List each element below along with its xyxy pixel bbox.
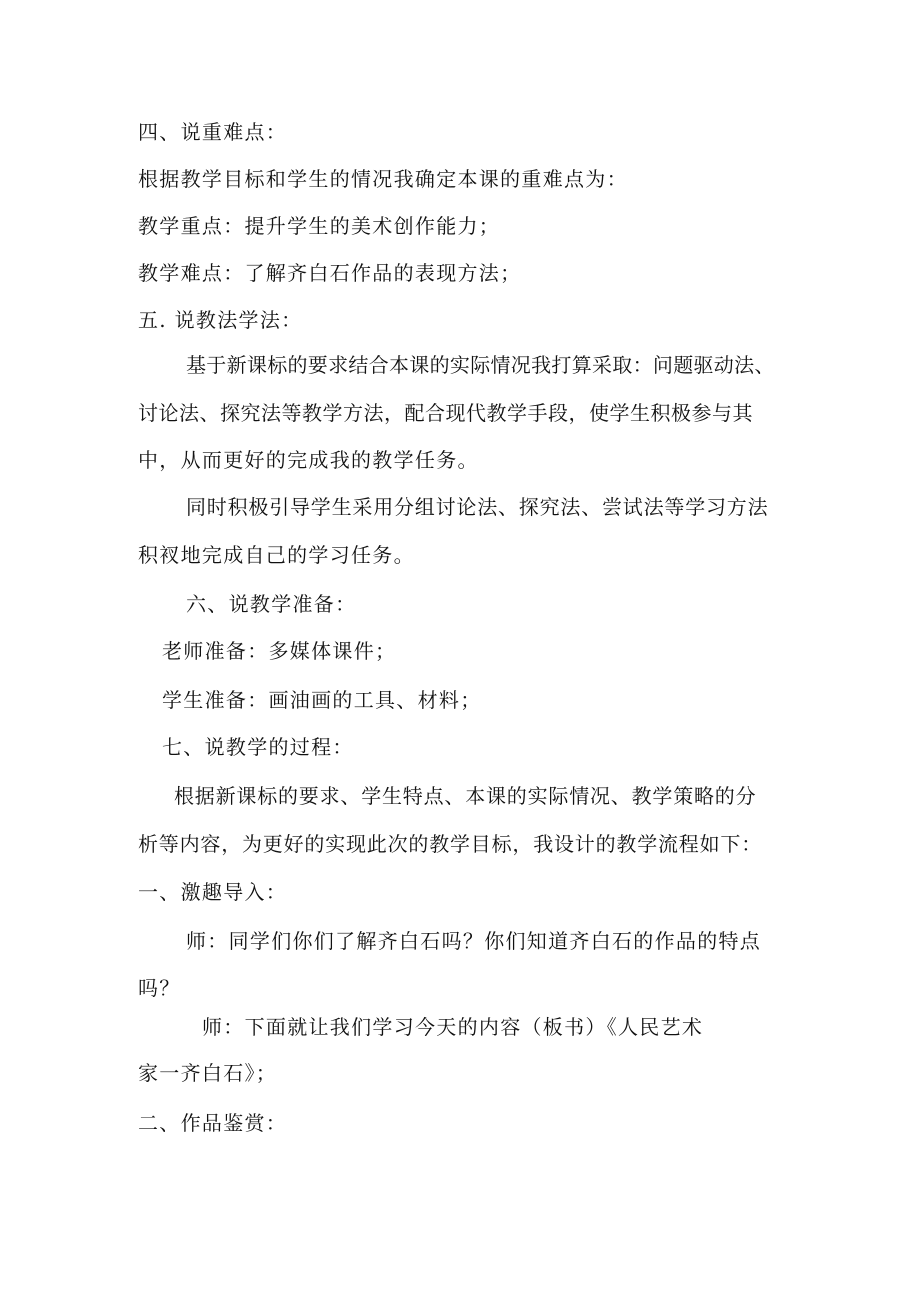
paragraph-line: 同时积极引导学生采用分组讨论法、探究法、尝试法等学习方法 xyxy=(186,495,769,519)
paragraph-line: 师：同学们你们了解齐白石吗？你们知道齐白石的作品的特点 xyxy=(186,929,762,953)
section-heading-6: 六、说教学准备： xyxy=(186,592,357,616)
subsection-heading-1: 一、激趣导入： xyxy=(138,880,288,904)
paragraph-line: 基于新课标的要求结合本课的实际情况我打算采取：问题驱动法、 xyxy=(186,353,775,377)
section-heading-7: 七、说教学的过程： xyxy=(162,735,354,759)
paragraph-line: 中，从而更好的完成我的教学任务。 xyxy=(138,448,479,472)
paragraph-line: 教学重点：提升学生的美术创作能力； xyxy=(138,214,501,238)
section-heading-5: 五. 说教法学法： xyxy=(138,308,303,332)
subsection-heading-2: 二、作品鉴赏： xyxy=(138,1111,288,1135)
paragraph-line: 学生准备：画油画的工具、材料； xyxy=(162,688,482,712)
paragraph-line: 根据新课标的要求、学生特点、本课的实际情况、教学策略的分 xyxy=(174,784,757,808)
paragraph-line: 教学难点：了解齐白石作品的表现方法； xyxy=(138,261,522,285)
paragraph-line: 吗？ xyxy=(138,976,181,1000)
paragraph-line: 根据教学目标和学生的情况我确定本课的重难点为： xyxy=(138,167,628,191)
section-heading-4: 四、说重难点： xyxy=(138,120,288,144)
paragraph-line: 家一齐白石》； xyxy=(138,1061,278,1085)
paragraph-line: 师：下面就让我们学习今天的内容（板书）《人民艺术 xyxy=(202,1015,704,1039)
paragraph-line: 老师准备：多媒体课件； xyxy=(162,639,397,663)
paragraph-line: 讨论法、探究法等教学方法，配合现代教学手段，使学生积极参与其 xyxy=(138,401,753,425)
paragraph-line: 积衩地完成自己的学习任务。 xyxy=(138,543,415,567)
paragraph-line: 析等内容，为更好的实现此次的教学目标，我设计的教学流程如下： xyxy=(138,832,762,856)
